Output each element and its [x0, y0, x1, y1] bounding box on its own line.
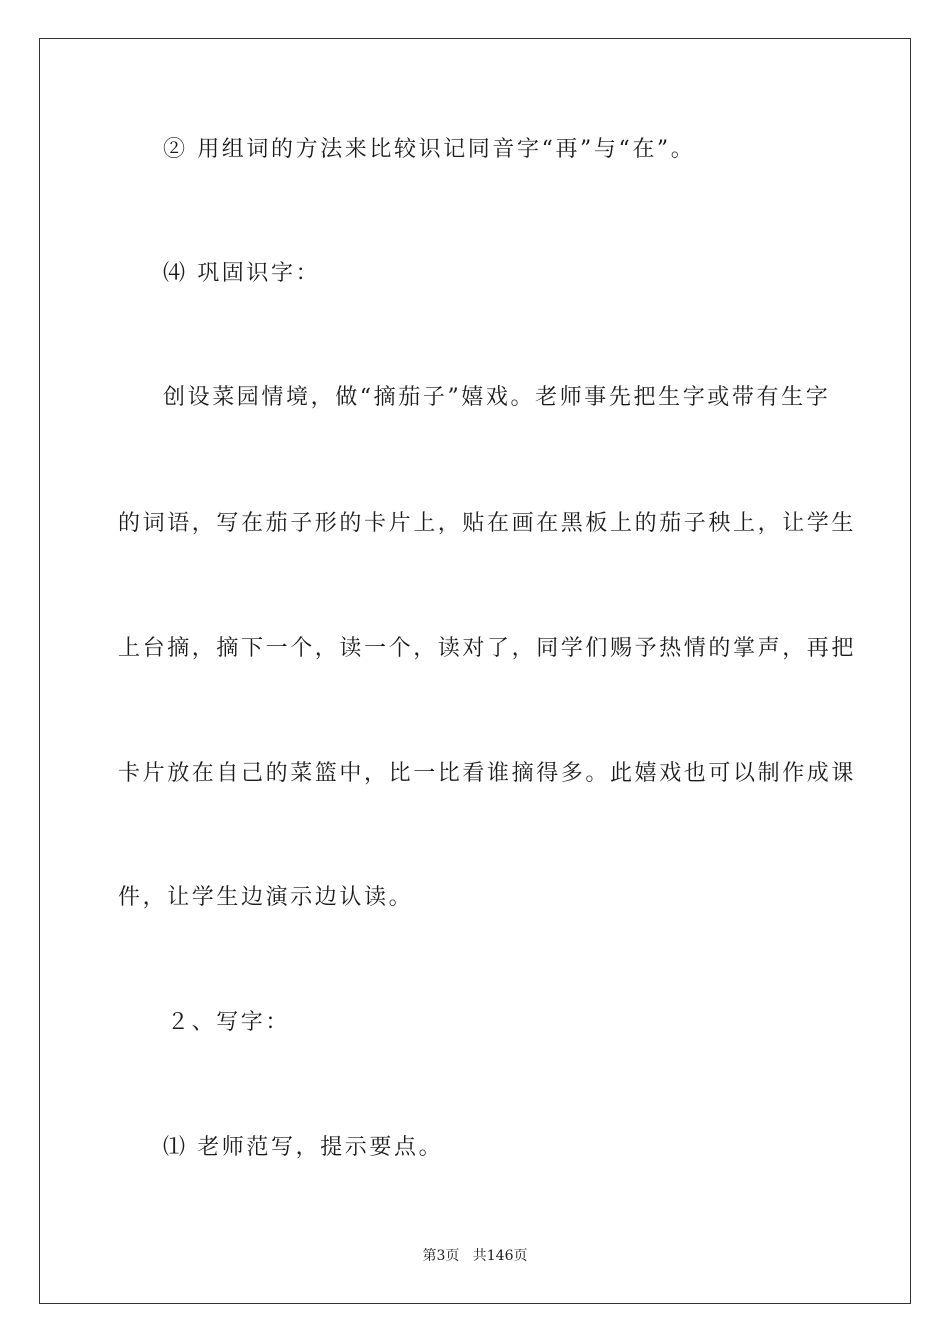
- text-line-4: 的词语，写在茄子形的卡片上，贴在画在黑板上的茄子秧上，让学生: [118, 511, 857, 536]
- text-line-6: 卡片放在自己的菜篮中，比一比看谁摘得多。此嬉戏也可以制作成课: [118, 761, 857, 786]
- page-border: [39, 38, 911, 1304]
- page-number: 第3页: [422, 1248, 460, 1264]
- text-line-1: ② 用组词的方法来比较识记同音字“再”与“在”。: [163, 137, 696, 162]
- text-line-3: 创设菜园情境，做“摘茄子”嬉戏。老师事先把生字或带有生字: [163, 385, 831, 410]
- text-line-7: 件，让学生边演示边认读。: [118, 885, 414, 910]
- total-pages: 共146页: [472, 1248, 528, 1264]
- text-line-8: ２、写字：: [167, 1010, 291, 1035]
- text-line-9: ⑴ 老师范写，提示要点。: [163, 1135, 444, 1160]
- text-line-5: 上台摘，摘下一个，读一个，读对了，同学们赐予热情的掌声，再把: [118, 636, 857, 661]
- text-line-2: ⑷ 巩固识字：: [163, 261, 321, 286]
- page-footer: [0, 1246, 950, 1266]
